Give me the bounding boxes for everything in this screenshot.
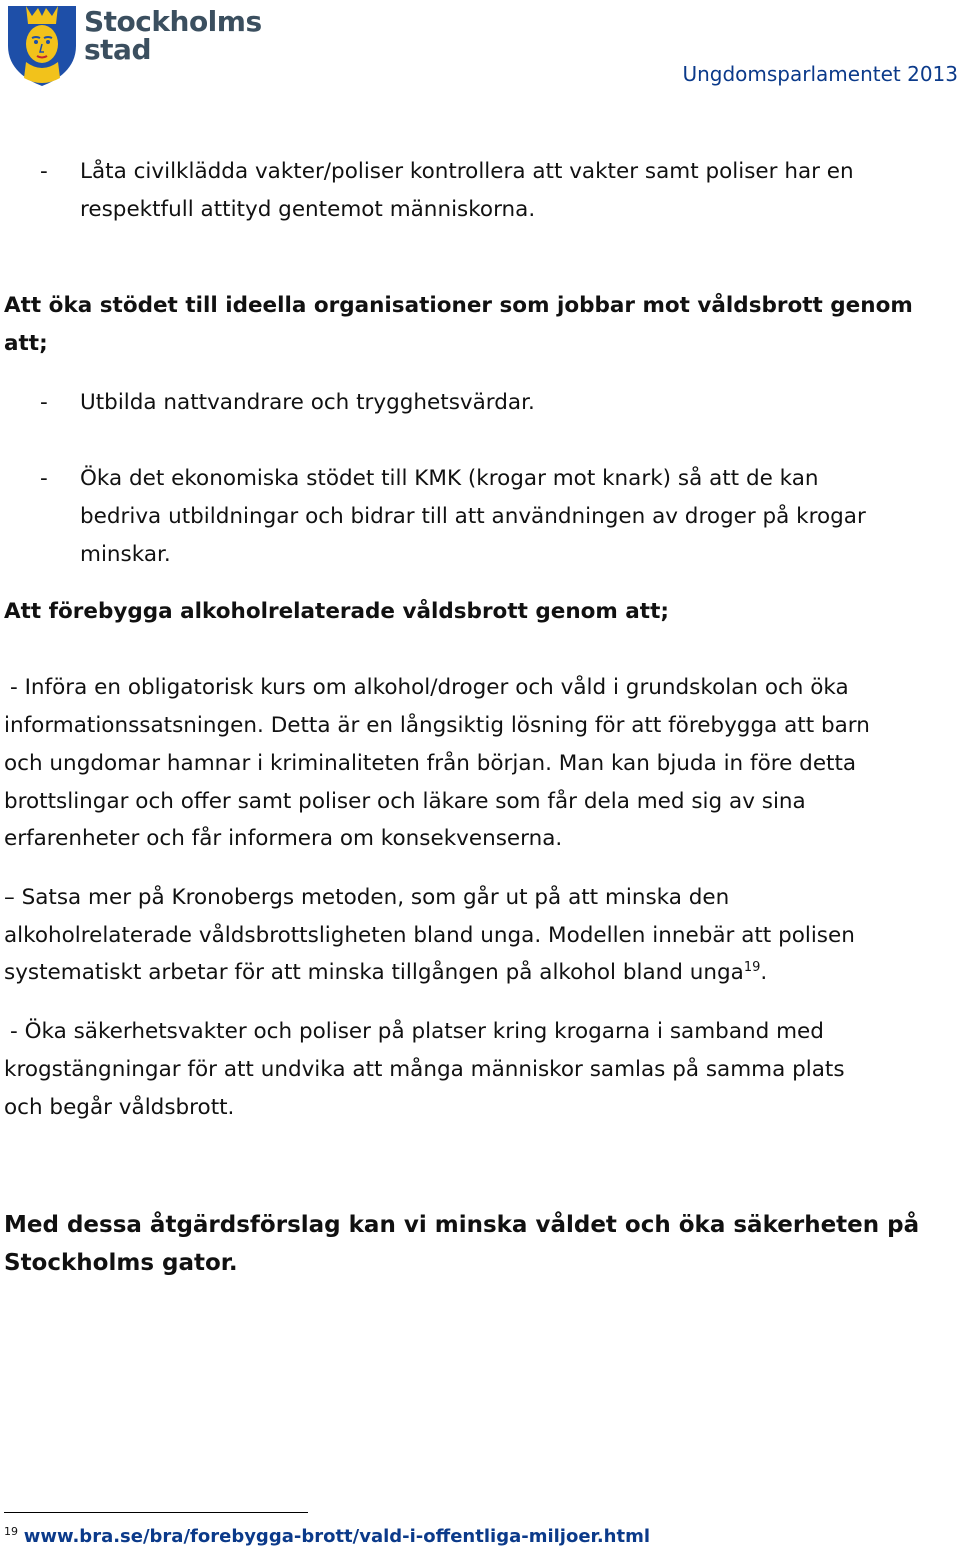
s3-p3-line1: - Öka säkerhetsvakter och poliser på platser kring krogarna i samband med — [10, 1019, 824, 1044]
s3-p1-line2: informationssatsningen. Detta är en långsiktig lösning för att förebygga att barn — [4, 713, 870, 738]
s2-item2-line3: minskar. — [80, 542, 171, 567]
footnote-number: 19 — [4, 1525, 18, 1538]
s2-heading-line1: Att öka stödet till ideella organisationer som jobbar mot våldsbrott genom — [4, 293, 913, 318]
s3-p1-line4: brottslingar och offer samt poliser och läkare som får dela med sig av sina — [4, 789, 806, 814]
s3-p1-line3: och ungdomar hamnar i kriminaliteten från början. Man kan bjuda in före detta — [4, 751, 857, 776]
brand-line-2: stad — [84, 33, 151, 66]
stockholm-crest-logo — [6, 2, 78, 88]
closing-line2: Stockholms gator. — [4, 1250, 238, 1276]
s3-p1-line5: erfarenheter och får informera om konsekvenserna. — [4, 826, 563, 851]
bullet-marker: - — [40, 390, 48, 415]
s3-p3-line2: krogstängningar för att undvika att många människor samlas på samma plats — [4, 1057, 845, 1082]
s2-item2-line2: bedriva utbildningar och bidrar till att användningen av droger på krogar — [80, 504, 866, 529]
s3-p2-line1: – Satsa mer på Kronobergs metoden, som går ut på att minska den — [4, 885, 730, 910]
bullet-marker: - — [40, 159, 48, 184]
s3-p2-line3-text: systematiskt arbetar för att minska tillgången på alkohol bland unga — [4, 960, 744, 985]
s2-item2-line1: Öka det ekonomiska stödet till KMK (krogar mot knark) så att de kan — [80, 466, 819, 491]
footnote-link[interactable]: www.bra.se/bra/forebygga-brott/vald-i-offentliga-miljoer.html — [23, 1526, 651, 1547]
brand-name — [84, 5, 262, 66]
s1-item1-line1: Låta civilklädda vakter/poliser kontrollera att vakter samt poliser har en — [80, 159, 854, 184]
bullet-marker: - — [40, 466, 48, 491]
s3-p2-line3 — [4, 954, 767, 992]
closing-line1: Med dessa åtgärdsförslag kan vi minska våldet och öka säkerheten på — [4, 1212, 920, 1238]
s1-item1-line2: respektfull attityd gentemot människorna. — [80, 197, 536, 222]
footnote-divider — [4, 1512, 308, 1513]
s2-item1: Utbilda nattvandrare och trygghetsvärdar. — [80, 390, 535, 415]
s3-p3-line3: och begår våldsbrott. — [4, 1095, 235, 1120]
document-header-title: Ungdomsparlamentet 2013 — [682, 62, 958, 86]
s3-p1-line1: - Införa en obligatorisk kurs om alkohol/droger och våld i grundskolan och öka — [10, 675, 849, 700]
s3-p2-line3-end: . — [760, 960, 768, 985]
footnote — [4, 1526, 650, 1547]
s3-p2-line2: alkoholrelaterade våldsbrottsligheten bland unga. Modellen innebär att polisen — [4, 923, 855, 948]
footnote-ref: 19 — [743, 959, 761, 975]
brand-line-1: Stockholms — [84, 5, 262, 38]
s2-heading-line2: att; — [4, 331, 48, 356]
s3-heading: Att förebygga alkoholrelaterade våldsbrott genom att; — [4, 599, 669, 624]
